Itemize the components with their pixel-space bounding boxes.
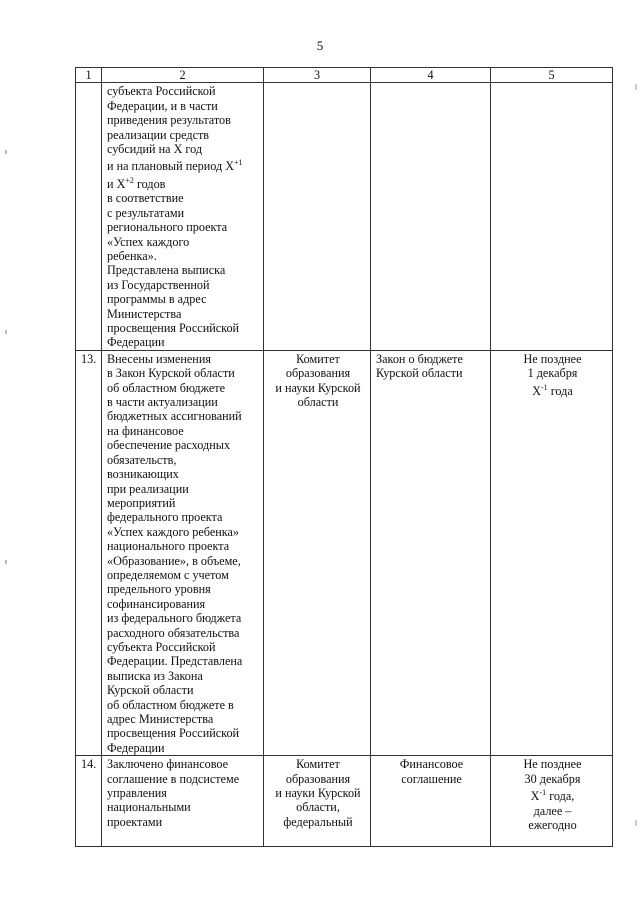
- description-line: возникающих: [107, 467, 179, 482]
- table-row: [76, 83, 613, 350]
- responsible-line: и науки Курской: [275, 380, 361, 395]
- description-line: мероприятий: [107, 495, 176, 510]
- responsible-line: области,: [296, 800, 340, 815]
- description-line: в Закон Курской области: [107, 366, 235, 381]
- column-header-4: 4: [371, 68, 491, 83]
- description-line: в соответствие: [107, 191, 184, 206]
- deadline-line: $Х^{-1}$ года,: [530, 788, 575, 804]
- deadline-line: ежегодно: [528, 817, 577, 832]
- document-cell: [371, 756, 491, 847]
- row-number: 14.: [76, 756, 102, 847]
- description-line: Внесены изменения: [107, 351, 211, 366]
- column-header-2: 2: [102, 68, 264, 83]
- plan-table: [75, 67, 613, 847]
- description-cell: [102, 83, 264, 350]
- header-row: [76, 68, 613, 83]
- description-line: Курской области: [107, 683, 194, 698]
- description-line: об областном бюджете в: [107, 697, 234, 712]
- scan-edge-mark: [5, 150, 7, 154]
- description-line: с результатами: [107, 205, 185, 220]
- deadline-cell: [491, 350, 613, 755]
- responsible-line: области: [297, 395, 339, 410]
- responsible-line: образования: [285, 771, 351, 786]
- description-line: регионального проекта: [107, 220, 228, 235]
- description-line: проектами: [107, 814, 163, 829]
- description-line: софинансирования: [107, 596, 206, 611]
- description-line: национальными: [107, 800, 191, 815]
- scan-edge-mark: [5, 560, 7, 564]
- description-line: при реализации: [107, 481, 189, 496]
- description-line: управления: [107, 786, 167, 801]
- responsible-line: Комитет: [296, 351, 340, 366]
- description-line: на финансовое: [107, 423, 184, 438]
- description-line: об областном бюджете: [107, 380, 225, 395]
- description-line: программы в адрес: [107, 292, 207, 307]
- description-line: в части актуализации: [107, 395, 218, 410]
- description-line: Заключено финансовое: [107, 757, 229, 772]
- deadline-line: $Х^{-1}$ года: [532, 382, 573, 398]
- description-line: субъекта Российской: [107, 84, 216, 99]
- description-cell: [102, 756, 264, 847]
- description-line: из федерального бюджета: [107, 611, 242, 626]
- description-line: и на плановый период $Х^{+1}$: [107, 158, 243, 174]
- deadline-cell: [491, 756, 613, 847]
- document-line: соглашение: [401, 771, 462, 786]
- table-row: [76, 350, 613, 755]
- description-line: расходного обязательства: [107, 625, 240, 640]
- description-line: реализации средств: [107, 127, 210, 142]
- document-cell: [371, 83, 491, 350]
- scan-edge-mark: [5, 330, 7, 334]
- column-header-5: 5: [491, 68, 613, 83]
- deadline-line: далее –: [533, 803, 572, 818]
- description-line: Министерства: [107, 306, 182, 321]
- description-line: Представлена выписка: [107, 263, 226, 278]
- description-line: национального проекта: [107, 539, 230, 554]
- description-line: Федерации, и в части: [107, 98, 218, 113]
- table-row: [76, 756, 613, 847]
- deadline-line: Не позднее: [523, 351, 582, 366]
- deadline-cell: [491, 83, 613, 350]
- description-line: Федерации: [107, 740, 165, 755]
- column-header-1: 1: [76, 68, 102, 83]
- description-line: субъекта Российской: [107, 639, 216, 654]
- description-line: и $Х^{+2}$ годов: [107, 175, 166, 191]
- description-line: Федерации. Представлена: [107, 654, 243, 669]
- document-cell: [371, 350, 491, 755]
- description-line: «Образование», в объеме,: [107, 553, 241, 568]
- scan-left-edge: [0, 0, 10, 905]
- responsible-cell: [264, 83, 371, 350]
- responsible-line: Комитет: [296, 757, 340, 772]
- scan-edge-mark: [635, 84, 637, 90]
- description-line: из Государственной: [107, 277, 210, 292]
- document-line: Закон о бюджете: [376, 351, 463, 366]
- description-line: Федерации: [107, 335, 165, 350]
- description-line: бюджетных ассигнований: [107, 409, 242, 424]
- description-line: предельного уровня: [107, 582, 211, 597]
- description-line: «Успех каждого ребенка»: [107, 524, 239, 539]
- deadline-line: Не позднее: [523, 757, 582, 772]
- responsible-line: федеральный: [283, 814, 353, 829]
- responsible-cell: [264, 350, 371, 755]
- responsible-line: и науки Курской: [275, 786, 361, 801]
- description-line: субсидий на Х год: [107, 142, 203, 157]
- description-line: просвещения Российской: [107, 726, 240, 741]
- responsible-cell: [264, 756, 371, 847]
- description-line: выписка из Закона: [107, 668, 203, 683]
- description-line: обеспечение расходных: [107, 438, 231, 453]
- description-line: соглашение в подсистеме: [107, 771, 240, 786]
- row-number: [76, 83, 102, 350]
- description-line: просвещения Российской: [107, 321, 240, 336]
- document-line: Курской области: [376, 366, 463, 381]
- description-line: обязательств,: [107, 452, 177, 467]
- deadline-line: 30 декабря: [524, 771, 581, 786]
- description-line: адрес Министерства: [107, 712, 214, 726]
- description-line: «Успех каждого: [107, 234, 190, 249]
- deadline-line: 1 декабря: [527, 366, 578, 381]
- row-number: 13.: [76, 350, 102, 755]
- column-header-3: 3: [264, 68, 371, 83]
- document-line: Финансовое: [399, 757, 464, 772]
- description-line: определяемом с учетом: [107, 567, 229, 582]
- description-line: федерального проекта: [107, 510, 223, 525]
- scan-edge-mark: [635, 820, 637, 826]
- description-cell: [102, 350, 264, 755]
- description-line: приведения результатов: [107, 113, 231, 128]
- page-number: 5: [316, 38, 324, 53]
- responsible-line: образования: [285, 366, 351, 381]
- description-line: ребенка».: [107, 249, 157, 263]
